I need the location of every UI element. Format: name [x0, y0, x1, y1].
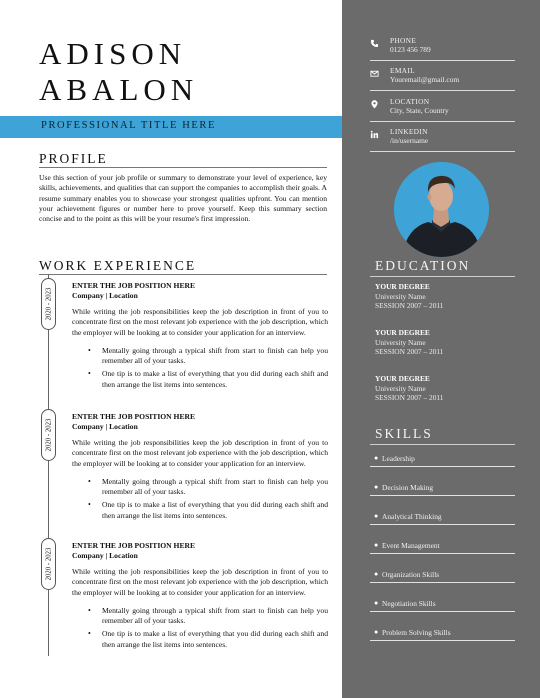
job-bullet: • One tip is to make a list of everything that you did during each shift and then arrange the list items into sentences.: [102, 369, 328, 390]
work-experience-heading: WORK EXPERIENCE: [39, 258, 197, 273]
profile-photo: [394, 162, 489, 257]
bullet-icon: ●: [374, 628, 379, 636]
education-session: SESSION 2007 – 2011: [375, 393, 444, 402]
skills-heading: SKILLS: [375, 426, 433, 441]
education-school: University Name: [375, 337, 426, 347]
job-bullet: • Mentally going through a typical shift from start to finish can help you remember all of your tasks.: [102, 606, 328, 627]
skill-divider: [370, 611, 515, 612]
education-degree: YOUR DEGREE: [375, 374, 430, 383]
job-company: Company | Location: [72, 291, 138, 300]
skill-item: [370, 566, 515, 590]
skill-item: [370, 450, 515, 474]
job-bullet: • One tip is to make a list of everything that you did during each shift and then arrange the list items into sentences.: [102, 629, 328, 650]
education-school: University Name: [375, 291, 426, 301]
skill-label: Leadership: [382, 454, 415, 463]
bullet-icon: ●: [374, 570, 379, 578]
contact-divider: [370, 151, 515, 152]
job-entry: [72, 412, 328, 524]
contact-value: Youremail@gmail.com: [390, 75, 460, 84]
job-title: ENTER THE JOB POSITION HERE: [72, 281, 196, 290]
bullet-icon: ●: [374, 541, 379, 549]
job-description: While writing the job responsibilities keep the job description in front of you to concentrate first on the most relevant job experience with the job description, which the employer will be looking at to consider your application for an interview.: [72, 438, 328, 468]
profile-heading: PROFILE: [39, 151, 108, 166]
work-experience-divider: [39, 274, 327, 275]
first-name: ADISON: [39, 36, 187, 71]
skill-label: Problem Solving Skills: [382, 628, 451, 637]
education-heading: EDUCATION: [375, 258, 471, 273]
bullet-icon: ●: [374, 512, 379, 520]
contact-value: 0123 456 789: [390, 45, 431, 54]
education-session: SESSION 2007 – 2011: [375, 347, 444, 356]
contact-label: LINKEDIN: [390, 127, 428, 136]
contact-label: EMAIL: [390, 66, 415, 75]
job-bullets: [72, 606, 328, 650]
phone-icon: [370, 39, 379, 48]
skill-item: [370, 479, 515, 503]
job-bullets: [72, 477, 328, 521]
job-bullets: [72, 346, 328, 390]
skill-item: [370, 537, 515, 561]
education-degree: YOUR DEGREE: [375, 282, 430, 291]
timeline-line: [48, 274, 49, 656]
skills-divider: [370, 444, 515, 445]
education-degree: YOUR DEGREE: [375, 328, 430, 337]
job-entry: [72, 281, 328, 393]
professional-title: PROFESSIONAL TITLE HERE: [41, 120, 217, 131]
contact-value: /in/username: [390, 136, 429, 145]
education-session: SESSION 2007 – 2011: [375, 301, 444, 310]
bullet-icon: ●: [374, 454, 379, 462]
skill-label: Organization Skills: [382, 570, 440, 579]
profile-text: Use this section of your job profile or summary to demonstrate your level of experience, key skills, achievements, and qualities that can support the companies to accomplish their goals. A resume summary enables you to showcase your strongest qualities upfront. You can mention your achievement figures or number here to prove yourself. Keep this summary section concise and to the point as this will be your resume's first impression.: [39, 173, 327, 224]
education-divider: [370, 276, 515, 277]
bullet-icon: ●: [374, 599, 379, 607]
skill-divider: [370, 495, 515, 496]
education-entry: [375, 374, 515, 403]
contact-divider: [370, 121, 515, 122]
job-bullet: • Mentally going through a typical shift from start to finish can help you remember all of your tasks.: [102, 477, 328, 498]
job-description: While writing the job responsibilities keep the job description in front of you to concentrate first on the most relevant job experience with the job description, which the employer will be looking at to consider your application for an interview.: [72, 307, 328, 337]
skill-divider: [370, 640, 515, 641]
job-company: Company | Location: [72, 422, 138, 431]
skill-item: [370, 508, 515, 532]
location-icon: [370, 100, 379, 109]
skill-divider: [370, 466, 515, 467]
skill-label: Decision Making: [382, 483, 434, 492]
contact-value: City, State, Country: [390, 106, 449, 115]
skill-item: [370, 624, 515, 648]
job-dates: 2020 - 2023: [41, 409, 56, 461]
skill-divider: [370, 582, 515, 583]
job-title: ENTER THE JOB POSITION HERE: [72, 541, 196, 550]
job-bullet: • One tip is to make a list of everything that you did during each shift and then arrange the list items into sentences.: [102, 500, 328, 521]
professional-title-bar: [0, 116, 342, 138]
skill-label: Event Management: [382, 541, 440, 550]
education-school: University Name: [375, 383, 426, 393]
candidate-name: [39, 36, 198, 108]
contact-divider: [370, 60, 515, 61]
profile-divider: [39, 167, 327, 168]
job-entry: [72, 541, 328, 653]
contact-label: PHONE: [390, 36, 417, 45]
job-title: ENTER THE JOB POSITION HERE: [72, 412, 196, 421]
skill-divider: [370, 524, 515, 525]
skill-label: Analytical Thinking: [382, 512, 442, 521]
skill-divider: [370, 553, 515, 554]
last-name: ABALON: [39, 72, 199, 107]
job-bullet: • Mentally going through a typical shift from start to finish can help you remember all of your tasks.: [102, 346, 328, 367]
contact-divider: [370, 90, 515, 91]
skill-item: [370, 595, 515, 619]
contact-label: LOCATION: [390, 97, 430, 106]
linkedin-icon: [370, 130, 379, 139]
job-dates: 2020 - 2023: [41, 278, 56, 330]
job-company: Company | Location: [72, 551, 138, 560]
skill-label: Negotiation Skills: [382, 599, 436, 608]
job-dates: 2020 - 2023: [41, 538, 56, 590]
email-icon: [370, 69, 379, 78]
education-entry: [375, 282, 515, 311]
education-entry: [375, 328, 515, 357]
bullet-icon: ●: [374, 483, 379, 491]
job-description: While writing the job responsibilities keep the job description in front of you to concentrate first on the most relevant job experience with the job description, which the employer will be looking at to consider your application for an interview.: [72, 567, 328, 597]
